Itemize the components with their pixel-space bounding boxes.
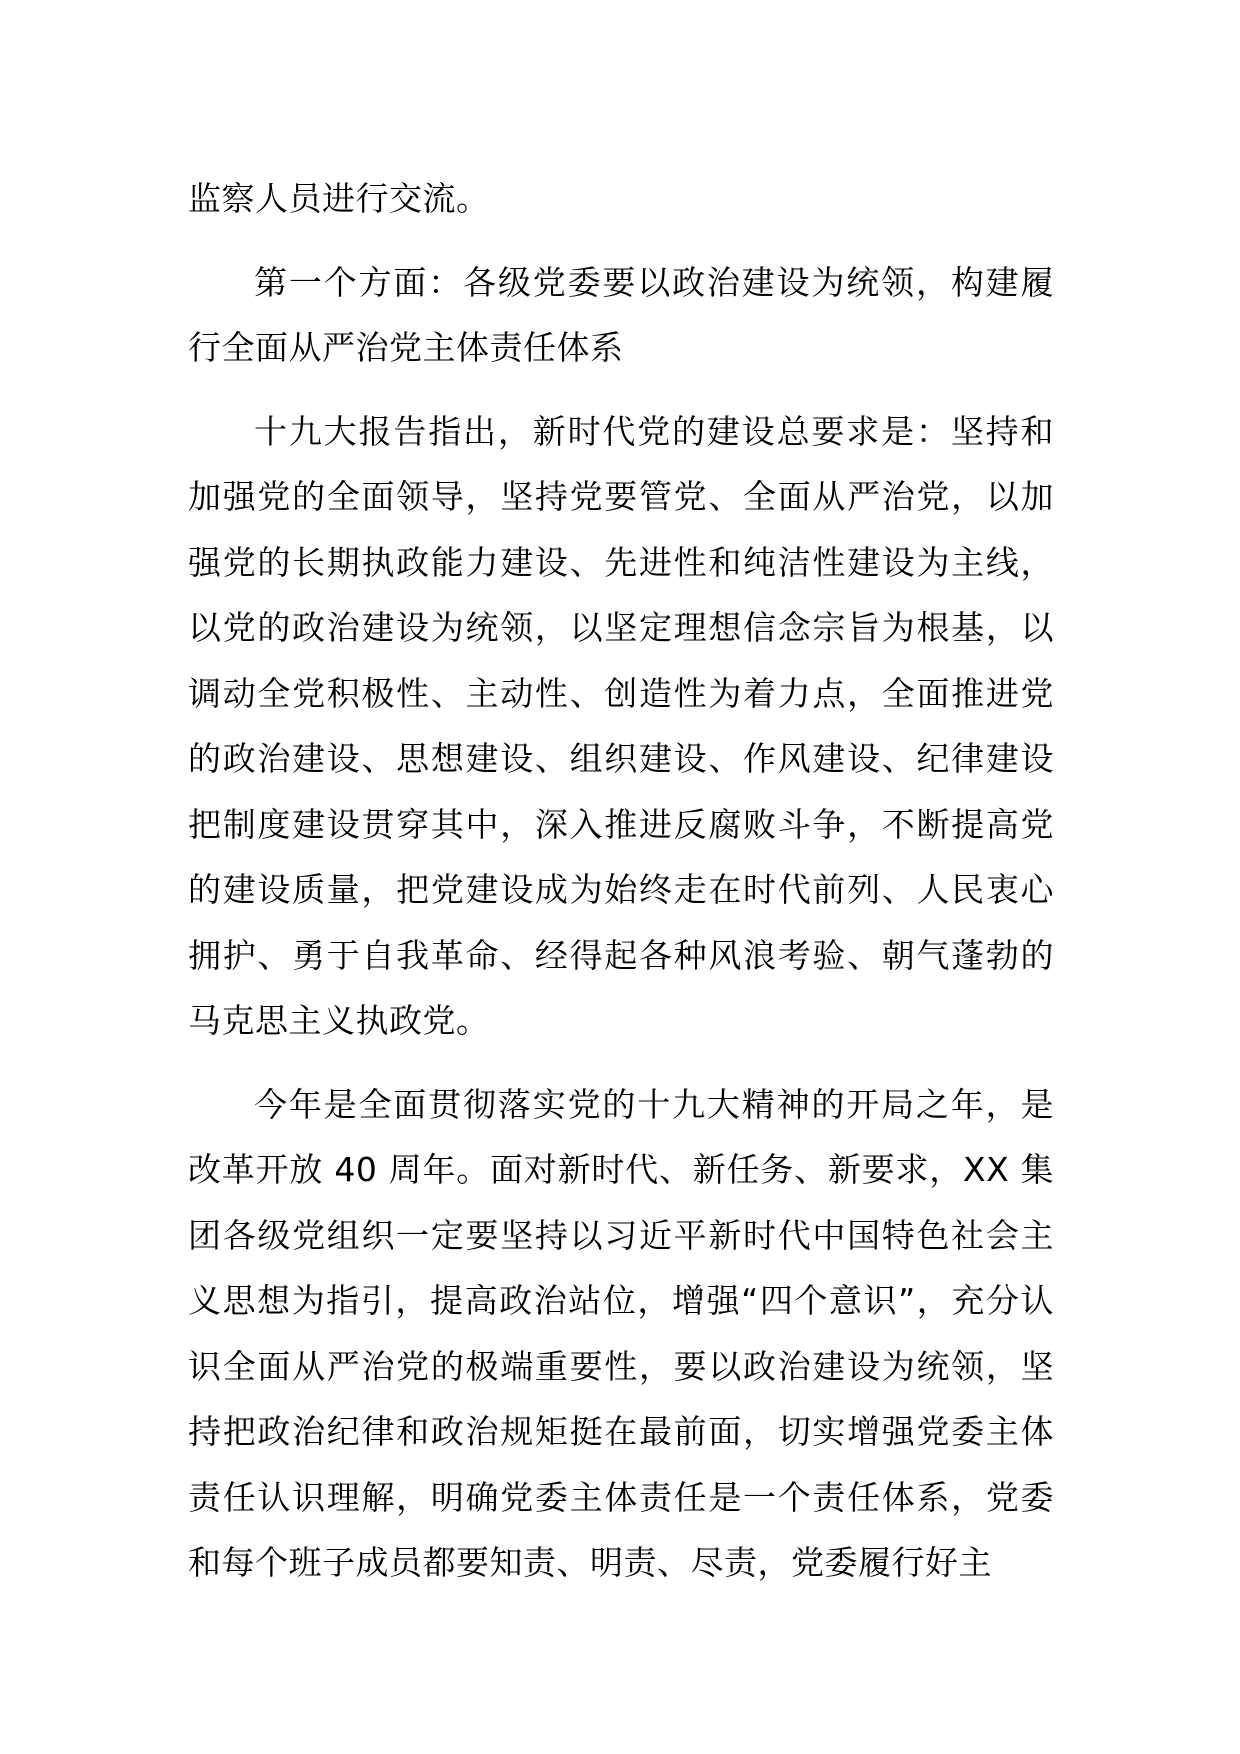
paragraph-continuation: 监察人员进行交流。 <box>188 179 490 218</box>
section-heading: 第一个方面：各级党委要以政治建设为统领，构建履行全面从严治党主体责任体系 <box>188 262 1054 367</box>
paragraph-report-summary: 十九大报告指出，新时代党的建设总要求是：坚持和加强党的全面领导，坚持党要管党、全面从严治党，以加强党的长期执政能力建设、先进性和纯洁性建设为主线，以党的政治建设为统领，以坚定理想信念宗旨为根基，以调动全党积极性、主动性、创造性为着力点，全面推进党的政治建设、思想建设、组织建设、作风建设、纪律建设把制度建设贯穿其中，深入推进反腐败斗争，不断提高党的建设质量，把党建设成为始终走在时代前列、人民衷心拥护、勇于自我革命、经得起各种风浪考验、朝气蓬勃的马克思主义执政党。 <box>188 411 1054 1040</box>
document-page <box>188 166 1054 1596</box>
paragraph-this-year: 今年是全面贯彻落实党的十九大精神的开局之年，是改革开放 40 周年。面对新时代、新任务、新要求，XX 集团各级党组织一定要坚持以习近平新时代中国特色社会主义思想为指引，提高政治站位，增强“四个意识”，充分认识全面从严治党的极端重要性，要以政治建设为统领，坚持把政治纪律和政治规矩挺在最前面，切实增强党委主体责任认识理解，明确党委主体责任是一个责任体系，党委和每个班子成员都要知责、明责、尽责，党委履行好主 <box>188 1084 1054 1582</box>
